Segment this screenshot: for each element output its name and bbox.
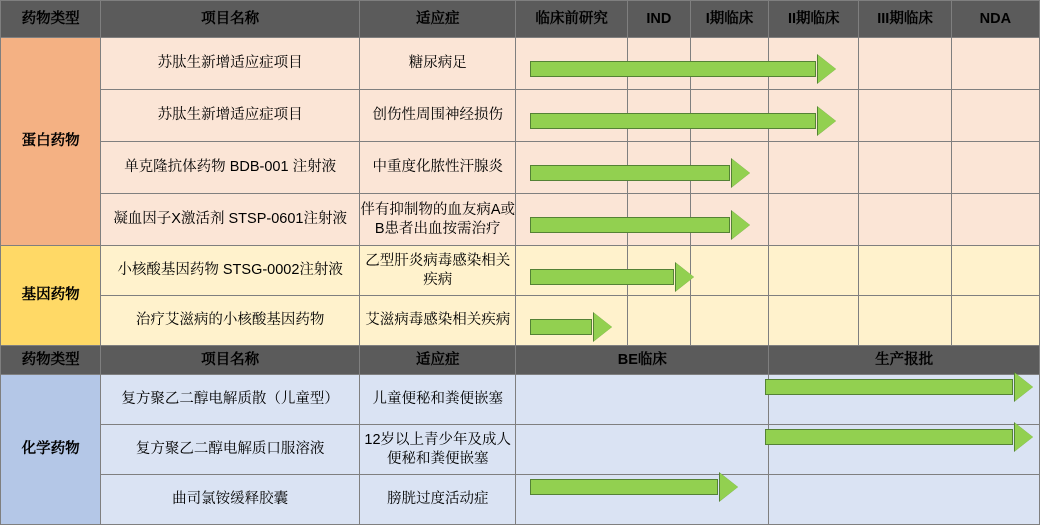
stage-nda-cell <box>951 194 1039 246</box>
stage-phase3-cell <box>859 296 951 346</box>
category-gene: 基因药物 <box>1 246 101 346</box>
stage-nda-cell <box>951 90 1039 142</box>
stage-preclinical-cell <box>516 38 627 90</box>
stage-phase3-cell <box>859 38 951 90</box>
table-row <box>1 425 1040 475</box>
indication: 中重度化脓性汗腺炎 <box>360 142 516 194</box>
header-nda: NDA <box>951 1 1039 38</box>
header-drug-type: 药物类型 <box>1 1 101 38</box>
stage-ind-cell <box>627 194 690 246</box>
stage-preclinical-cell <box>516 246 627 296</box>
stage-ind-cell <box>627 246 690 296</box>
project-name: 苏肽生新增适应症项目 <box>101 38 360 90</box>
indication: 创伤性周围神经损伤 <box>360 90 516 142</box>
header2-indication: 适应症 <box>360 346 516 375</box>
stage-phase2-cell <box>769 90 859 142</box>
table-row <box>1 375 1040 425</box>
stage-ind-cell <box>627 142 690 194</box>
stage-phase1-cell <box>690 194 768 246</box>
indication: 儿童便秘和粪便嵌塞 <box>360 375 516 425</box>
stage-be-cell <box>516 375 769 425</box>
header2-project-name: 项目名称 <box>101 346 360 375</box>
indication: 糖尿病足 <box>360 38 516 90</box>
stage-production-cell <box>769 375 1040 425</box>
header-phase1: I期临床 <box>690 1 768 38</box>
table-row <box>1 194 1040 246</box>
stage-phase3-cell <box>859 246 951 296</box>
stage-ind-cell <box>627 90 690 142</box>
header-phase2: II期临床 <box>769 1 859 38</box>
header-ind: IND <box>627 1 690 38</box>
indication: 膀胱过度活动症 <box>360 475 516 525</box>
stage-production-cell <box>769 425 1040 475</box>
stage-phase1-cell <box>690 90 768 142</box>
table-row <box>1 38 1040 90</box>
project-name: 复方聚乙二醇电解质口服溶液 <box>101 425 360 475</box>
stage-phase2-cell <box>769 296 859 346</box>
stage-preclinical-cell <box>516 194 627 246</box>
stage-preclinical-cell <box>516 90 627 142</box>
project-name: 治疗艾滋病的小核酸基因药物 <box>101 296 360 346</box>
stage-phase2-cell <box>769 194 859 246</box>
project-name: 复方聚乙二醇电解质散（儿童型） <box>101 375 360 425</box>
stage-nda-cell <box>951 142 1039 194</box>
project-name: 凝血因子X激活剂 STSP-0601注射液 <box>101 194 360 246</box>
stage-preclinical-cell <box>516 296 627 346</box>
project-name: 小核酸基因药物 STSG-0002注射液 <box>101 246 360 296</box>
table-header-row-1 <box>1 1 1040 38</box>
stage-phase1-cell <box>690 142 768 194</box>
stage-phase1-cell <box>690 38 768 90</box>
stage-phase3-cell <box>859 142 951 194</box>
stage-nda-cell <box>951 246 1039 296</box>
header-phase3: III期临床 <box>859 1 951 38</box>
stage-preclinical-cell <box>516 142 627 194</box>
stage-phase2-cell <box>769 142 859 194</box>
header2-production: 生产报批 <box>769 346 1040 375</box>
stage-phase2-cell <box>769 246 859 296</box>
stage-nda-cell <box>951 296 1039 346</box>
stage-production-cell <box>769 475 1040 525</box>
table-row <box>1 90 1040 142</box>
indication: 艾滋病毒感染相关疾病 <box>360 296 516 346</box>
header2-drug-type: 药物类型 <box>1 346 101 375</box>
header-preclinical: 临床前研究 <box>516 1 627 38</box>
stage-phase2-cell <box>769 38 859 90</box>
stage-phase3-cell <box>859 194 951 246</box>
indication: 伴有抑制物的血友病A或B患者出血按需治疗 <box>360 194 516 246</box>
category-protein: 蛋白药物 <box>1 38 101 246</box>
table-header-row-2 <box>1 346 1040 375</box>
stage-be-cell <box>516 475 769 525</box>
project-name: 苏肽生新增适应症项目 <box>101 90 360 142</box>
stage-phase1-cell <box>690 296 768 346</box>
stage-phase3-cell <box>859 90 951 142</box>
stage-ind-cell <box>627 38 690 90</box>
table-row <box>1 475 1040 525</box>
indication: 12岁以上青少年及成人便秘和粪便嵌塞 <box>360 425 516 475</box>
category-chemical: 化学药物 <box>1 375 101 525</box>
indication: 乙型肝炎病毒感染相关疾病 <box>360 246 516 296</box>
project-name: 曲司氯铵缓释胶囊 <box>101 475 360 525</box>
table-row <box>1 142 1040 194</box>
project-name: 单克隆抗体药物 BDB-001 注射液 <box>101 142 360 194</box>
table-row <box>1 296 1040 346</box>
stage-phase1-cell <box>690 246 768 296</box>
header-indication: 适应症 <box>360 1 516 38</box>
stage-nda-cell <box>951 38 1039 90</box>
table-row <box>1 246 1040 296</box>
header-project-name: 项目名称 <box>101 1 360 38</box>
stage-be-cell <box>516 425 769 475</box>
stage-ind-cell <box>627 296 690 346</box>
header2-be: BE临床 <box>516 346 769 375</box>
